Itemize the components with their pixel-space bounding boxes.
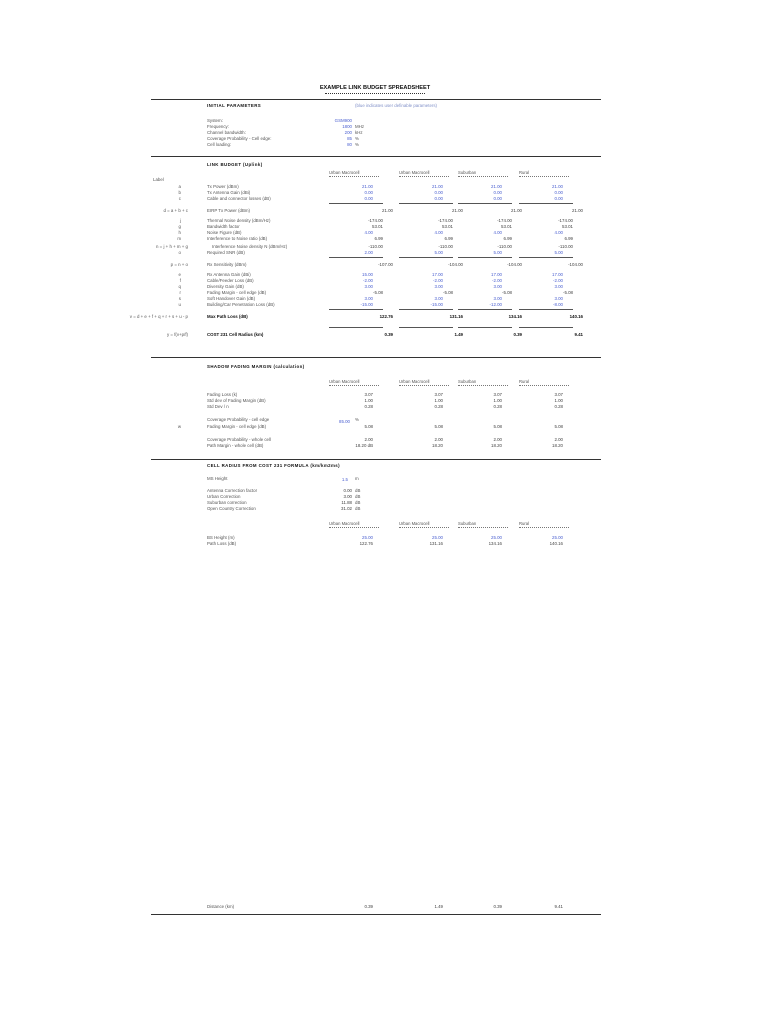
margin-value: 5.08 bbox=[434, 424, 443, 429]
parameter-value: 85 bbox=[347, 136, 352, 141]
fading-value: 1.00 bbox=[554, 398, 563, 403]
correction-value: 3.00 bbox=[343, 494, 352, 499]
coverage-unit: % bbox=[355, 417, 359, 422]
row-label: Thermal Noise density (dBm/Hz) bbox=[207, 218, 271, 223]
fading-value: 0.28 bbox=[493, 404, 502, 409]
correction-label: Antenna Correction factor bbox=[207, 488, 258, 493]
fading-value: 18.20 dB bbox=[355, 443, 373, 448]
coverage-value: 85.00 bbox=[339, 419, 350, 424]
row-label: Cable and connector losses (dB) bbox=[207, 196, 271, 201]
fading-value: 0.28 bbox=[434, 404, 443, 409]
cell-value: 25.00 bbox=[491, 535, 502, 540]
correction-unit: dB bbox=[355, 494, 361, 499]
title-underline bbox=[325, 93, 425, 94]
total-value: 131.16 bbox=[449, 314, 463, 319]
subtotal-rule bbox=[458, 327, 512, 328]
subtotal-rule bbox=[329, 203, 383, 204]
fading-label: Path Margin - whole cell (dB) bbox=[207, 443, 264, 448]
correction-label: Open Country Correction bbox=[207, 506, 256, 511]
row-value: -110.00 bbox=[497, 244, 512, 249]
cell-label: Path Loss (dB) bbox=[207, 541, 237, 546]
row-value: -15.00 bbox=[430, 302, 443, 307]
row-value: 53.01 bbox=[372, 224, 383, 229]
link-budget-heading: LINK BUDGET (Uplink) bbox=[207, 162, 263, 167]
column-header: Urban Macrocell bbox=[399, 521, 430, 526]
column-header: Suburban bbox=[458, 521, 477, 526]
total-value: 134.16 bbox=[508, 314, 522, 319]
subtotal-rule bbox=[399, 327, 453, 328]
parameter-value: GSM900 bbox=[334, 118, 352, 123]
subtotal-rule bbox=[458, 203, 512, 204]
row-label: Rx Antenna Gain (dBi) bbox=[207, 272, 251, 277]
distance-value: 0.39 bbox=[364, 904, 373, 909]
row-key: q bbox=[178, 284, 181, 289]
fading-label: Std Dev / n bbox=[207, 404, 229, 409]
row-key: g bbox=[178, 224, 181, 229]
column-header-underline bbox=[329, 385, 379, 386]
row-value: 6.99 bbox=[374, 236, 383, 241]
row-value: -8.00 bbox=[552, 302, 563, 307]
section-rule-fading bbox=[151, 357, 601, 358]
parameter-label: Channel bandwidth: bbox=[207, 130, 246, 135]
row-value: 4.00 bbox=[554, 230, 563, 235]
row-value: -5.08 bbox=[442, 290, 453, 295]
subtotal-rule bbox=[519, 309, 573, 310]
row-value: 5.00 bbox=[493, 250, 502, 255]
column-header-underline bbox=[519, 527, 569, 528]
row-value: 17.00 bbox=[432, 272, 443, 277]
subtotal-rule bbox=[519, 203, 573, 204]
fading-label: Fading Loss (k) bbox=[207, 392, 238, 397]
coverage-label: Coverage Probability - cell edge bbox=[207, 417, 270, 422]
row-value: 4.00 bbox=[493, 230, 502, 235]
row-value: 21.00 bbox=[491, 184, 502, 189]
subtotal-rule bbox=[399, 257, 453, 258]
fading-value: 18.20 bbox=[432, 443, 443, 448]
row-value: 0.00 bbox=[493, 196, 502, 201]
total-value: -107.00 bbox=[378, 262, 393, 267]
row-value: 21.00 bbox=[432, 184, 443, 189]
row-value: 4.00 bbox=[364, 230, 373, 235]
margin-value: 5.08 bbox=[364, 424, 373, 429]
column-header: Suburban bbox=[458, 170, 477, 175]
margin-value: 5.08 bbox=[493, 424, 502, 429]
row-value: 15.00 bbox=[362, 272, 373, 277]
parameter-unit: MHz bbox=[355, 124, 365, 129]
row-value: 3.00 bbox=[554, 296, 563, 301]
row-value: 3.00 bbox=[434, 296, 443, 301]
correction-value: 31.02 bbox=[341, 506, 352, 511]
subtotal-rule bbox=[329, 309, 383, 310]
total-label: Max Path Loss (dB) bbox=[207, 314, 248, 319]
fading-value: 3.07 bbox=[554, 392, 563, 397]
total-value: -104.00 bbox=[568, 262, 583, 267]
column-header-underline bbox=[399, 385, 449, 386]
cell-value: 25.00 bbox=[432, 535, 443, 540]
row-label: Cable/Feeder Loss (dB) bbox=[207, 278, 254, 283]
row-value: -110.00 bbox=[438, 244, 453, 249]
correction-label: Urban Correction bbox=[207, 494, 241, 499]
total-value: 21.00 bbox=[382, 208, 393, 213]
fading-value: 0.28 bbox=[554, 404, 563, 409]
row-value: 0.00 bbox=[434, 196, 443, 201]
row-key: h bbox=[178, 230, 181, 235]
row-value: 3.00 bbox=[493, 284, 502, 289]
row-value: -2.00 bbox=[432, 278, 443, 283]
margin-value: 5.08 bbox=[554, 424, 563, 429]
total-key: v = d + e + f + q + r + s + u - p bbox=[129, 314, 188, 319]
cell-value: 25.00 bbox=[552, 535, 563, 540]
total-key: d = a + b + c bbox=[163, 208, 188, 213]
row-key: j bbox=[180, 218, 181, 223]
total-value: 21.00 bbox=[511, 208, 522, 213]
total-key: p = n + o bbox=[170, 262, 188, 267]
page-title: EXAMPLE LINK BUDGET SPREADSHEET bbox=[319, 85, 431, 91]
total-value: -104.00 bbox=[507, 262, 522, 267]
row-value: -110.00 bbox=[368, 244, 383, 249]
row-value: 21.00 bbox=[552, 184, 563, 189]
parameter-unit: % bbox=[355, 136, 359, 141]
row-label: Tx Antenna Gain (dBi) bbox=[207, 190, 251, 195]
fading-value: 3.07 bbox=[434, 392, 443, 397]
subtotal-rule bbox=[458, 257, 512, 258]
total-value: 0.39 bbox=[384, 332, 393, 337]
row-value: 3.00 bbox=[434, 284, 443, 289]
row-label: Building/Car Penetration Loss (dB) bbox=[207, 302, 275, 307]
column-header-underline bbox=[399, 527, 449, 528]
row-value: 3.00 bbox=[554, 284, 563, 289]
total-value: 0.39 bbox=[513, 332, 522, 337]
ms-height-value: 1.5 bbox=[341, 477, 348, 482]
fading-value: 2.00 bbox=[554, 437, 563, 442]
row-value: 0.00 bbox=[364, 196, 373, 201]
distance-value: 9.41 bbox=[554, 904, 563, 909]
row-label: Soft Handover Gain (dB) bbox=[207, 296, 256, 301]
row-value: -12.00 bbox=[489, 302, 502, 307]
row-value: 5.00 bbox=[554, 250, 563, 255]
row-key: o bbox=[178, 250, 181, 255]
correction-label: Suburban correction bbox=[207, 500, 247, 505]
row-key: a bbox=[178, 184, 181, 189]
parameter-label: Coverage Probability - Cell edge: bbox=[207, 136, 272, 141]
column-header: Rural bbox=[519, 170, 530, 175]
total-value: -104.00 bbox=[448, 262, 463, 267]
row-key: m bbox=[177, 236, 181, 241]
total-key: y = f(v+p/f) bbox=[167, 332, 188, 337]
column-header: Urban Macrocell bbox=[399, 170, 430, 175]
correction-unit: dB bbox=[355, 488, 361, 493]
row-value: -110.00 bbox=[558, 244, 573, 249]
cell-value: 140.16 bbox=[549, 541, 563, 546]
column-header: Rural bbox=[519, 379, 530, 384]
fading-value: 1.00 bbox=[493, 398, 502, 403]
margin-label: Fading Margin - cell edge (dB) bbox=[207, 424, 267, 429]
row-value: 17.00 bbox=[552, 272, 563, 277]
ms-height-label: MS Height bbox=[207, 476, 228, 481]
row-value: -174.00 bbox=[497, 218, 512, 223]
row-value: 53.01 bbox=[501, 224, 512, 229]
row-value: -5.08 bbox=[372, 290, 383, 295]
correction-unit: dB bbox=[355, 506, 361, 511]
row-value: -2.00 bbox=[552, 278, 563, 283]
subtotal-rule bbox=[399, 203, 453, 204]
total-value: 140.16 bbox=[569, 314, 583, 319]
row-value: 6.99 bbox=[444, 236, 453, 241]
parameter-label: Frequency: bbox=[207, 124, 229, 129]
parameter-unit: % bbox=[355, 142, 359, 147]
column-header-underline bbox=[399, 176, 449, 177]
parameter-label: Cell loading: bbox=[207, 142, 232, 147]
label-column-header: Label bbox=[153, 177, 164, 182]
fading-value: 1.00 bbox=[364, 398, 373, 403]
row-key: r bbox=[179, 290, 181, 295]
total-value: 122.76 bbox=[379, 314, 393, 319]
column-header-underline bbox=[458, 176, 508, 177]
row-label: Required SNR (dB) bbox=[207, 250, 245, 255]
row-value: 5.00 bbox=[434, 250, 443, 255]
parameter-unit: kHz bbox=[355, 130, 363, 135]
row-label: Diversity Gain (dB) bbox=[207, 284, 244, 289]
row-value: -174.00 bbox=[438, 218, 453, 223]
row-value: 3.00 bbox=[364, 284, 373, 289]
row-label: Interference to Noise ratio (dB) bbox=[207, 236, 268, 241]
subtotal-rule bbox=[519, 327, 573, 328]
fading-value: 1.00 bbox=[434, 398, 443, 403]
row-key: f bbox=[179, 278, 181, 283]
cell-value: 25.00 bbox=[362, 535, 373, 540]
correction-value: 11.88 bbox=[341, 500, 352, 505]
fading-value: 18.20 bbox=[491, 443, 502, 448]
ms-height-unit: m bbox=[355, 476, 359, 481]
row-value: 6.99 bbox=[503, 236, 512, 241]
row-value: 0.00 bbox=[554, 196, 563, 201]
section-rule-top bbox=[151, 99, 601, 100]
row-label: Bandwidth factor bbox=[207, 224, 240, 229]
row-label: Noise Figure (dB) bbox=[207, 230, 242, 235]
row-label: Interference Noise density N (dBm/Hz) bbox=[212, 244, 288, 249]
fading-label: Std dev of Fading Margin (dB) bbox=[207, 398, 266, 403]
total-value: 21.00 bbox=[572, 208, 583, 213]
correction-unit: dB bbox=[355, 500, 361, 505]
row-value: 53.01 bbox=[442, 224, 453, 229]
cell-label: BS Height (m) bbox=[207, 535, 235, 540]
row-value: 21.00 bbox=[362, 184, 373, 189]
row-key: u bbox=[178, 302, 181, 307]
row-value: 0.00 bbox=[493, 190, 502, 195]
row-value: -2.00 bbox=[362, 278, 373, 283]
cell-value: 134.16 bbox=[488, 541, 502, 546]
row-value: -174.00 bbox=[368, 218, 383, 223]
row-value: 3.00 bbox=[364, 296, 373, 301]
correction-value: 0.00 bbox=[343, 488, 352, 493]
row-value: -15.00 bbox=[360, 302, 373, 307]
subtotal-rule bbox=[458, 309, 512, 310]
row-key: b bbox=[178, 190, 181, 195]
fading-value: 2.00 bbox=[364, 437, 373, 442]
total-value: 1.49 bbox=[454, 332, 463, 337]
subtotal-rule bbox=[329, 327, 383, 328]
column-header: Urban Macrocell bbox=[399, 379, 430, 384]
row-value: -5.08 bbox=[562, 290, 573, 295]
row-key: n = j + h + m + g bbox=[156, 244, 188, 249]
fading-value: 3.07 bbox=[364, 392, 373, 397]
cell-radius-heading: CELL RADIUS FROM COST 231 FORMULA (km/km2ms) bbox=[207, 463, 340, 468]
row-value: 0.00 bbox=[554, 190, 563, 195]
section-rule-link bbox=[151, 156, 601, 157]
column-header-underline bbox=[458, 527, 508, 528]
parameter-value: 80 bbox=[347, 142, 352, 147]
distance-value: 0.39 bbox=[493, 904, 502, 909]
column-header-underline bbox=[329, 176, 379, 177]
row-key: e bbox=[178, 272, 181, 277]
row-value: 17.00 bbox=[491, 272, 502, 277]
total-label: COST 231 Cell Radius (km) bbox=[207, 332, 264, 337]
initial-parameters-heading: INITIAL PARAMETERS bbox=[207, 103, 262, 108]
row-value: 2.00 bbox=[364, 250, 373, 255]
cell-value: 131.16 bbox=[429, 541, 443, 546]
column-header: Suburban bbox=[458, 379, 477, 384]
parameter-value: 200 bbox=[344, 130, 352, 135]
column-header-underline bbox=[329, 527, 379, 528]
fading-value: 18.20 bbox=[552, 443, 563, 448]
column-header-underline bbox=[519, 385, 569, 386]
parameter-label: System: bbox=[207, 118, 223, 123]
row-value: -2.00 bbox=[491, 278, 502, 283]
row-value: 6.99 bbox=[564, 236, 573, 241]
row-value: 0.00 bbox=[364, 190, 373, 195]
fading-label: Coverage Probability - whole cell bbox=[207, 437, 271, 442]
fading-value: 3.07 bbox=[493, 392, 502, 397]
distance-value: 1.49 bbox=[434, 904, 443, 909]
column-header: Urban Macrocell bbox=[329, 521, 360, 526]
subtotal-rule bbox=[399, 309, 453, 310]
row-value: -174.00 bbox=[558, 218, 573, 223]
row-label: Fading Margin - cell edge (dB) bbox=[207, 290, 267, 295]
column-header: Urban Macrocell bbox=[329, 170, 360, 175]
row-label: Tx Power (dBm) bbox=[207, 184, 239, 189]
row-key: c bbox=[178, 196, 181, 201]
margin-key: w bbox=[177, 424, 181, 429]
fading-value: 2.00 bbox=[434, 437, 443, 442]
parameter-value: 1800 bbox=[342, 124, 352, 129]
cell-value: 122.76 bbox=[359, 541, 373, 546]
total-label: EIRP Tx Power (dBm) bbox=[207, 208, 251, 213]
row-value: -5.08 bbox=[501, 290, 512, 295]
subtotal-rule bbox=[329, 257, 383, 258]
section-rule-bottom bbox=[151, 914, 601, 915]
fading-value: 0.28 bbox=[364, 404, 373, 409]
total-value: 21.00 bbox=[452, 208, 463, 213]
subtotal-rule bbox=[519, 257, 573, 258]
total-label: Rx Sensitivity (dBm) bbox=[207, 262, 247, 267]
row-value: 3.00 bbox=[493, 296, 502, 301]
total-value: 9.41 bbox=[574, 332, 583, 337]
row-value: 4.00 bbox=[434, 230, 443, 235]
fading-value: 2.00 bbox=[493, 437, 502, 442]
distance-label: Distance (km) bbox=[207, 904, 235, 909]
section-rule-cellradius bbox=[151, 459, 601, 460]
row-value: 0.00 bbox=[434, 190, 443, 195]
column-header: Urban Macrocell bbox=[329, 379, 360, 384]
user-definable-note: (blue indicates user definable parameters) bbox=[355, 103, 438, 108]
column-header: Rural bbox=[519, 521, 530, 526]
column-header-underline bbox=[519, 176, 569, 177]
row-value: 53.01 bbox=[562, 224, 573, 229]
shadow-fading-heading: SHADOW FADING MARGIN (calculation) bbox=[207, 364, 305, 369]
row-key: s bbox=[178, 296, 181, 301]
column-header-underline bbox=[458, 385, 508, 386]
